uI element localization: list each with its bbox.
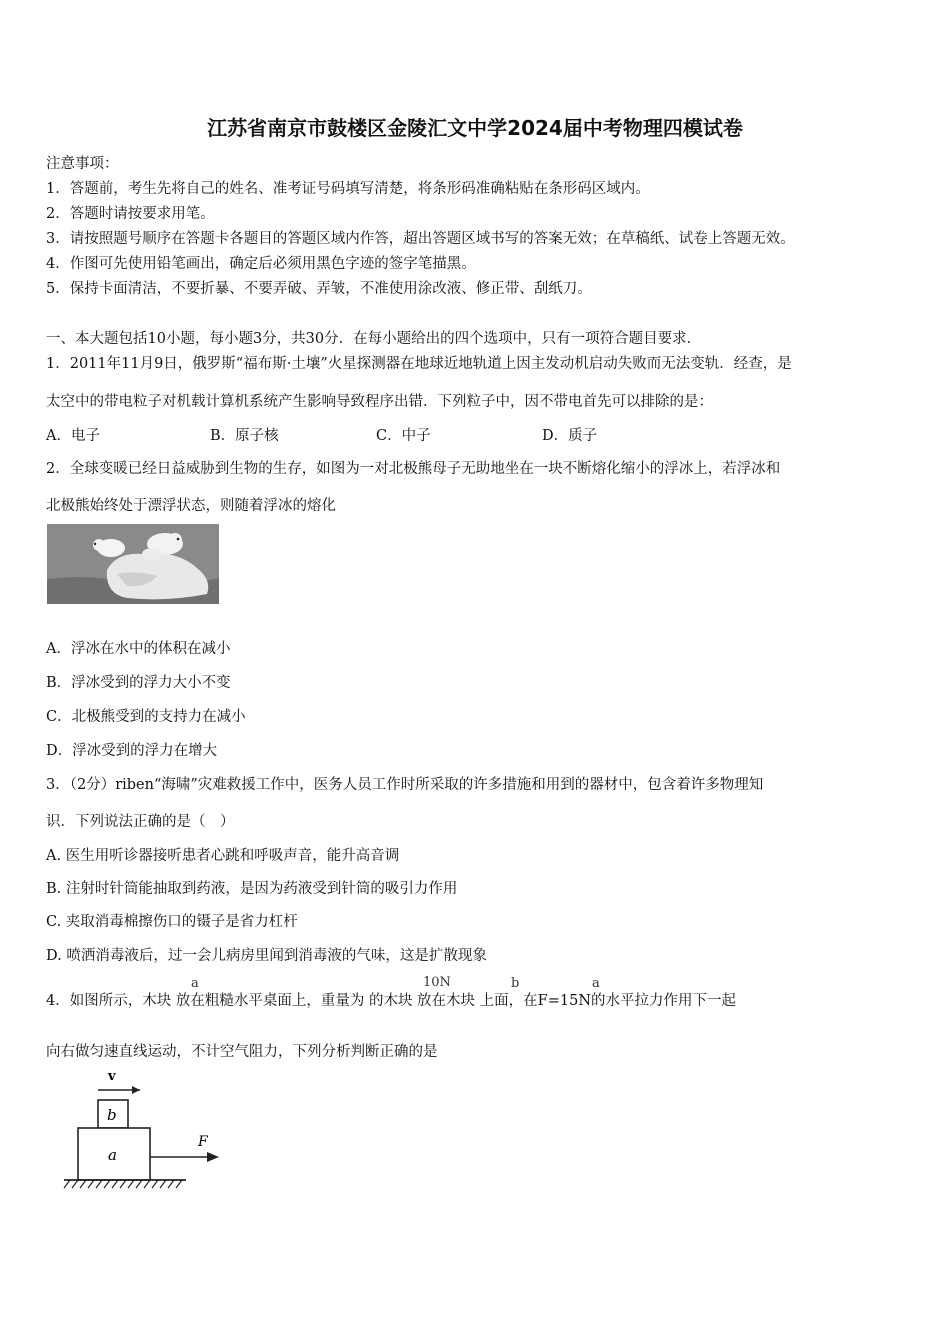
polar-bear-illustration: [47, 524, 219, 604]
q1-option-b: B．原子核: [210, 428, 279, 444]
q1-stem-line2: 太空中的带电粒子对机载计算机系统产生影响导致程序出错．下列粒子中，因不带电首先可以排除的是：: [46, 394, 713, 410]
q4-stem-line1: 4．如图所示，木块 放在粗糙水平桌面上，重量为 的木块 放在木块 上面，在F=15N的水平拉力作用下一起: [46, 993, 737, 1009]
block-a-label: a: [108, 1146, 117, 1164]
notice-item: 4．作图可先使用铅笔画出，确定后必须用黑色字迹的签字笔描黑。: [46, 256, 476, 272]
q1-stem-line1: 1．2011年11月9日，俄罗斯“福布斯·土壤”火星探测器在地球近地轨道上因主发动机启动失败而无法变轨．经查，是: [46, 356, 792, 372]
polar-bear-photo: [47, 524, 219, 604]
notice-item: 2．答题时请按要求用笔。: [46, 206, 215, 222]
q3-stem-line1: 3．（2分）riben“海啸”灾难救援工作中，医务人员工作时所采取的许多措施和用到的器材中，包含着许多物理知: [46, 777, 764, 793]
q2-stem-line1: 2．全球变暖已经日益威胁到生物的生存，如图为一对北极熊母子无助地坐在一块不断熔化缩小的浮冰上，若浮冰和: [46, 461, 781, 477]
q3-stem-line2: 识．下列说法正确的是（ ）: [46, 814, 235, 830]
q3-option-b: B. 注射时针筒能抽取到药液，是因为药液受到针筒的吸引力作用: [46, 881, 458, 897]
q2-option-d: D．浮冰受到的浮力在增大: [46, 743, 218, 759]
q4-weight-10n: 10N: [423, 975, 451, 990]
q2-option-a: A．浮冰在水中的体积在减小: [46, 641, 231, 657]
force-arrowhead: [205, 1151, 219, 1163]
q3-option-c: C. 夹取消毒棉擦伤口的镊子是省力杠杆: [46, 914, 298, 930]
block-diagram: [60, 1068, 208, 1208]
velocity-arrowhead: [132, 1086, 140, 1094]
q4-label-a2: a: [592, 976, 600, 991]
section-heading: 一、本大题包括10小题，每小题3分，共30分．在每小题给出的四个选项中，只有一项符合题目要求．: [46, 331, 702, 347]
notice-item: 1．答题前，考生先将自己的姓名、准考证号码填写清楚，将条形码准确粘贴在条形码区域内。: [46, 181, 650, 197]
page-title: 江苏省南京市鼓楼区金陵汇文中学2024届中考物理四模试卷: [207, 116, 743, 140]
notice-heading: 注意事项：: [46, 156, 119, 172]
q1-option-a: A．电子: [46, 428, 100, 444]
q2-option-b: B．浮冰受到的浮力大小不变: [46, 675, 231, 691]
notice-item: 3．请按照题号顺序在答题卡各题目的答题区域内作答，超出答题区域书写的答案无效；在草稿纸、试卷上答题无效。: [46, 231, 795, 247]
q1-option-d: D．质子: [542, 428, 598, 444]
velocity-label: v: [108, 1069, 116, 1084]
q2-option-c: C．北极熊受到的支持力在减小: [46, 709, 246, 725]
q3-option-d: D. 喷洒消毒液后，过一会儿病房里闻到消毒液的气味，这是扩散现象: [46, 948, 487, 964]
q4-label-a: a: [191, 976, 199, 991]
force-label: F: [198, 1134, 208, 1150]
q2-stem-line2: 北极熊始终处于漂浮状态，则随着浮冰的熔化: [46, 498, 336, 514]
q4-label-b: b: [511, 976, 520, 991]
q3-option-a: A. 医生用听诊器接听患者心跳和呼吸声音，能升高音调: [46, 848, 400, 864]
notice-item: 5．保持卡面清洁，不要折暴、不要弄破、弄皱，不准使用涂改液、修正带、刮纸刀。: [46, 281, 592, 297]
ground-hatch: [64, 1180, 182, 1188]
q4-stem-line2: 向右做匀速直线运动，不计空气阻力，下列分析判断正确的是: [46, 1044, 438, 1060]
q1-option-c: C．中子: [376, 428, 431, 444]
block-b-label: b: [107, 1106, 117, 1124]
